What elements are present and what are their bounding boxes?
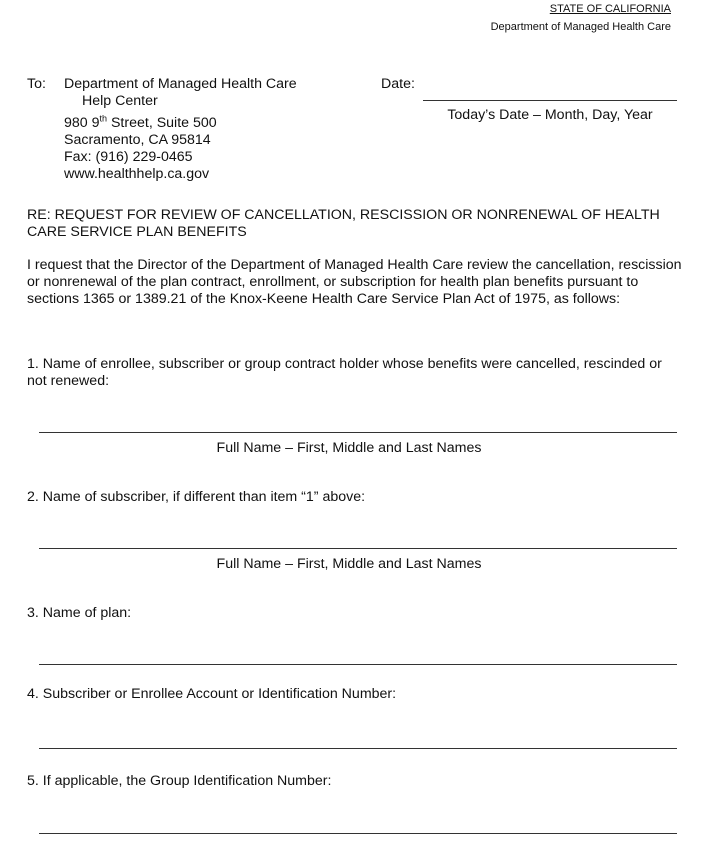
state-heading: STATE OF CALIFORNIA [549, 3, 671, 15]
fax-number: Fax: (916) 229-0465 [64, 149, 193, 165]
item-text: Subscriber or Enrollee Account or Identification Number: [42, 686, 397, 702]
item-1-question [27, 356, 677, 390]
item-3-question [27, 605, 677, 622]
city-state-zip: Sacramento, CA 95814 [64, 132, 211, 148]
item-4-field-line[interactable] [39, 748, 677, 749]
item-2-question [27, 489, 677, 506]
item-3-field-line[interactable] [39, 664, 677, 665]
item-number: 1. [27, 356, 39, 372]
re-heading: RE: REQUEST FOR REVIEW OF CANCELLATION, RESCISSION OR NONRENEWAL OF HEALTH CARE SERVICE PLAN BENEFITS [27, 207, 660, 240]
street-rest: Street, Suite 500 [107, 115, 217, 131]
item-4-question [27, 686, 677, 703]
item-text: Name of subscriber, if different than item “1” above: [42, 489, 366, 505]
street-number: 980 9 [64, 115, 100, 131]
item-text: Name of enrollee, subscriber or group contract holder whose benefits were cancelled, rescinded or not renewed: [27, 356, 662, 389]
item-text: If applicable, the Group Identification Number: [42, 773, 332, 789]
item-number: 3. [27, 605, 39, 621]
department-heading: Department of Managed Health Care [490, 21, 671, 33]
item-1-field-line[interactable] [39, 432, 677, 433]
date-caption: Today’s Date – Month, Day, Year [447, 107, 653, 123]
street-ordinal: th [99, 113, 108, 124]
item-5-question [27, 773, 677, 790]
recipient-line2: Help Center [82, 93, 158, 109]
item-text: Name of plan: [42, 605, 132, 621]
item-number: 2. [27, 489, 39, 505]
item-number: 5. [27, 773, 39, 789]
recipient-line1: Department of Managed Health Care [64, 76, 297, 92]
intro-paragraph: I request that the Director of the Department of Managed Health Care review the cancellation, rescission or nonrenewal of the plan contract, enrollment, or subscription for health plan benefits pursuant to sections 1365 or 1389.21 of the Knox-Keene Health Care Service Plan Act of 1975, as follows: [27, 257, 682, 307]
item-5-field-line[interactable] [39, 833, 677, 834]
date-field-line[interactable] [423, 100, 677, 101]
item-1-caption: Full Name – First, Middle and Last Names [216, 440, 482, 456]
item-2-field-line[interactable] [39, 548, 677, 549]
item-2-caption: Full Name – First, Middle and Last Names [216, 556, 482, 572]
item-number: 4. [27, 686, 39, 702]
to-label: To: [27, 76, 46, 92]
website: www.healthhelp.ca.gov [64, 166, 210, 182]
street-address [64, 115, 217, 132]
date-label: Date: [381, 76, 415, 92]
